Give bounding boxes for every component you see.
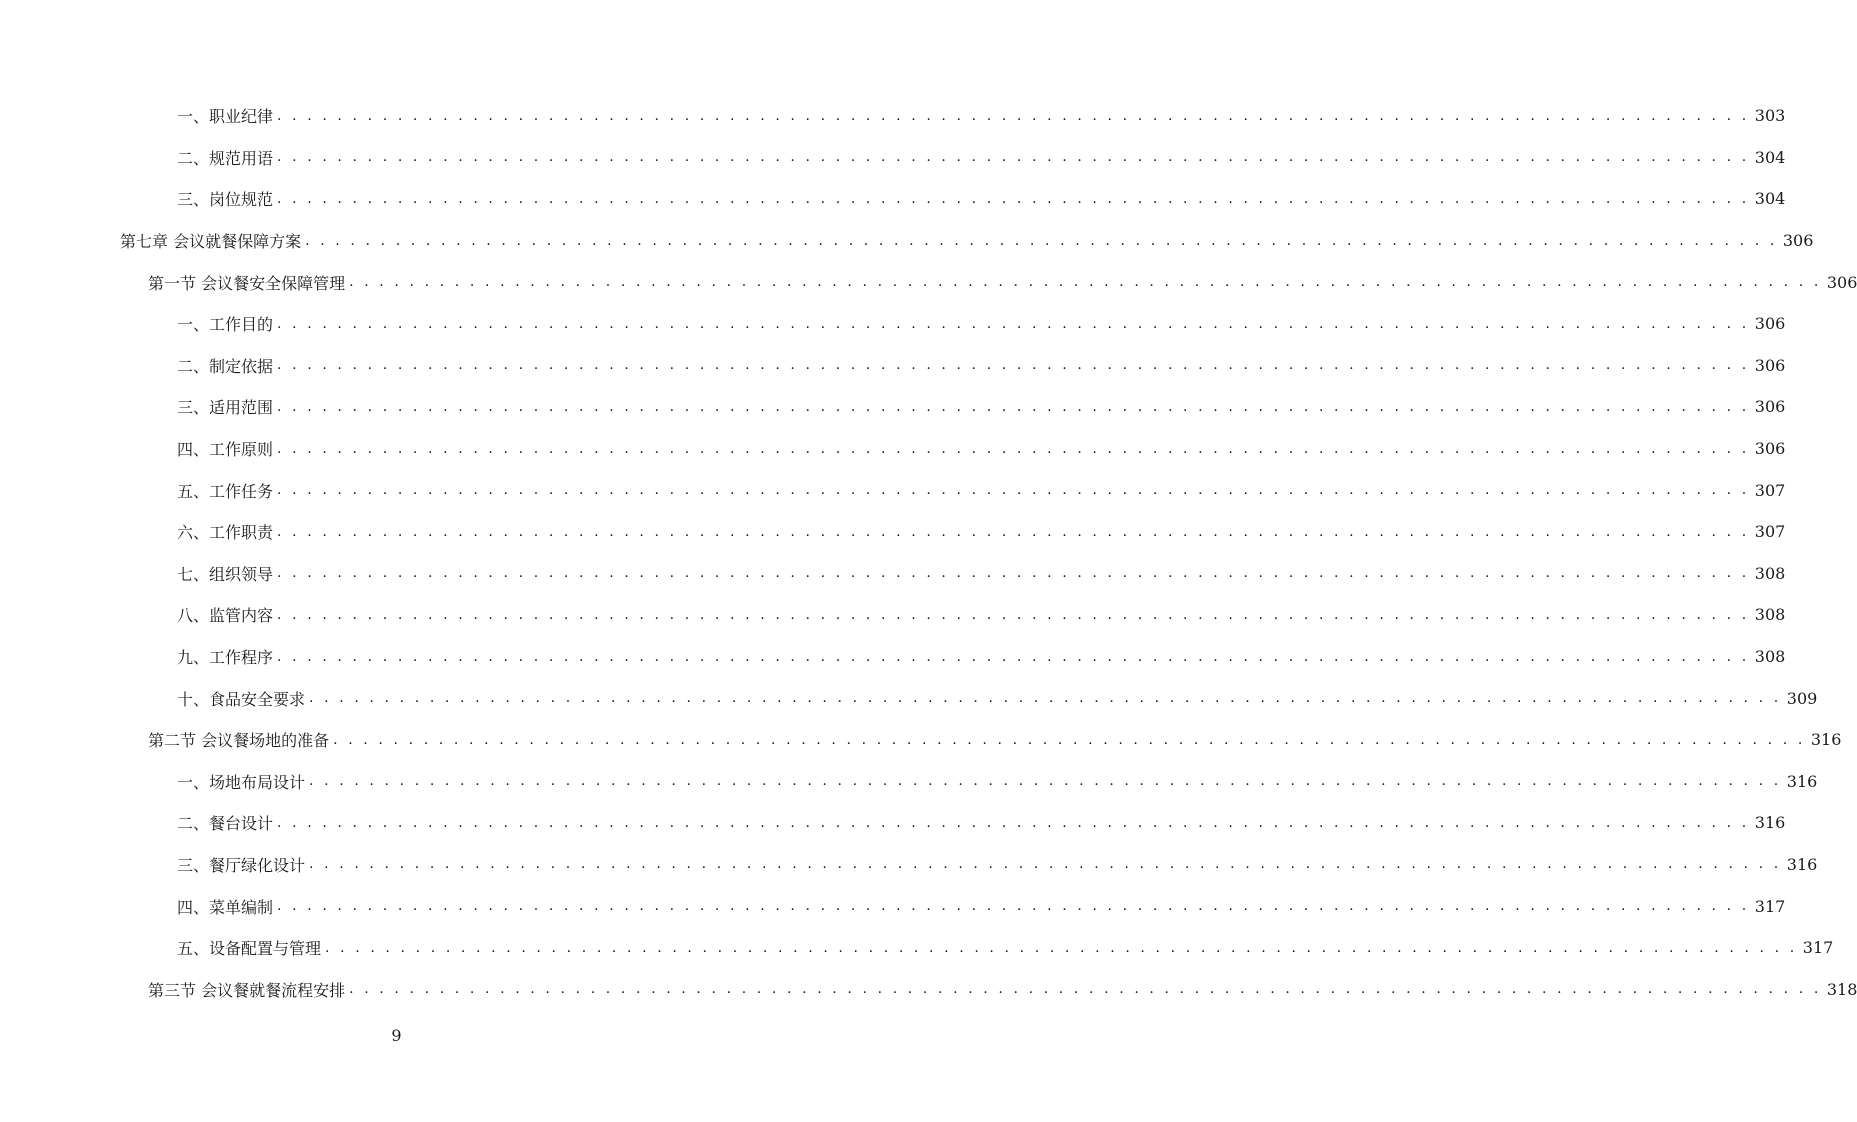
toc-dot-leader: . . . . . . . . . . . . . . . . . . . . . . . . . . . . . . . . . . . . . . . . . . . . . . . . . . . . . . . . . . . . . . . . . . . . . . . . . . . . . . . . . . . . . . . . . . . . . . . . . .: [277, 814, 1750, 831]
toc-dot-leader: . . . . . . . . . . . . . . . . . . . . . . . . . . . . . . . . . . . . . . . . . . . . . . . . . . . . . . . . . . . . . . . . . . . . . . . . . . . . . . . . . . . . . . . . . . . . . . . . . .: [309, 690, 1782, 707]
toc-entry[interactable]: [0, 594, 1786, 636]
toc-entry[interactable]: [0, 428, 1786, 470]
toc-dot-leader: . . . . . . . . . . . . . . . . . . . . . . . . . . . . . . . . . . . . . . . . . . . . . . . . . . . . . . . . . . . . . . . . . . . . . . . . . . . . . . . . . . . . . . . . . . . . . . . . . .: [277, 898, 1750, 915]
toc-dot-leader: . . . . . . . . . . . . . . . . . . . . . . . . . . . . . . . . . . . . . . . . . . . . . . . . . . . . . . . . . . . . . . . . . . . . . . . . . . . . . . . . . . . . . . . . . . . . . . . . . .: [309, 856, 1782, 873]
toc-entry-page: 306: [1826, 272, 1857, 292]
toc-entry-page: 316: [1754, 813, 1786, 833]
toc-entry[interactable]: [0, 968, 1857, 1010]
toc-dot-leader: . . . . . . . . . . . . . . . . . . . . . . . . . . . . . . . . . . . . . . . . . . . . . . . . . . . . . . . . . . . . . . . . . . . . . . . . . . . . . . . . . . . . . . . . . . . . . . . . . .: [277, 398, 1750, 415]
toc-entry-title: 八、监管内容: [177, 606, 274, 626]
toc-entry[interactable]: [0, 345, 1786, 387]
toc-entry-title: 五、设备配置与管理: [177, 939, 322, 959]
toc-entry-title: 九、工作程序: [177, 648, 274, 668]
toc-entry[interactable]: [0, 636, 1786, 678]
toc-entry-title: 五、工作任务: [177, 481, 274, 501]
toc-entry[interactable]: [0, 927, 1834, 969]
toc-entry-page: 308: [1754, 647, 1786, 667]
toc-entry[interactable]: [0, 885, 1786, 927]
toc-entry-page: 307: [1754, 522, 1786, 542]
toc-list: [0, 95, 1857, 1010]
toc-dot-leader: . . . . . . . . . . . . . . . . . . . . . . . . . . . . . . . . . . . . . . . . . . . . . . . . . . . . . . . . . . . . . . . . . . . . . . . . . . . . . . . . . . . . . . . . . . . . . . . . . .: [277, 648, 1750, 665]
toc-entry-title: 二、规范用语: [177, 148, 274, 168]
toc-entry-title: 一、工作目的: [177, 315, 274, 335]
toc-dot-leader: . . . . . . . . . . . . . . . . . . . . . . . . . . . . . . . . . . . . . . . . . . . . . . . . . . . . . . . . . . . . . . . . . . . . . . . . . . . . . . . . . . . . . . . . . . . . . . . . . .: [277, 190, 1750, 207]
toc-entry-page: 306: [1754, 355, 1786, 375]
toc-entry-title: 十、食品安全要求: [177, 689, 306, 709]
toc-dot-leader: . . . . . . . . . . . . . . . . . . . . . . . . . . . . . . . . . . . . . . . . . . . . . . . . . . . . . . . . . . . . . . . . . . . . . . . . . . . . . . . . . . . . . . . . . . . . . . . . . .: [277, 315, 1750, 332]
toc-entry-page: 316: [1786, 771, 1818, 791]
toc-entry-page: 308: [1754, 605, 1786, 625]
toc-entry-title: 七、组织领导: [177, 564, 274, 584]
toc-entry-title: 一、场地布局设计: [177, 772, 306, 792]
toc-entry[interactable]: [0, 761, 1818, 803]
toc-entry-page: 306: [1754, 439, 1786, 459]
toc-dot-leader: . . . . . . . . . . . . . . . . . . . . . . . . . . . . . . . . . . . . . . . . . . . . . . . . . . . . . . . . . . . . . . . . . . . . . . . . . . . . . . . . . . . . . . . . . . . . . . . . . .: [277, 149, 1750, 166]
toc-dot-leader: . . . . . . . . . . . . . . . . . . . . . . . . . . . . . . . . . . . . . . . . . . . . . . . . . . . . . . . . . . . . . . . . . . . . . . . . . . . . . . . . . . . . . . . . . . . . . . . . . .: [277, 440, 1750, 457]
toc-dot-leader: . . . . . . . . . . . . . . . . . . . . . . . . . . . . . . . . . . . . . . . . . . . . . . . . . . . . . . . . . . . . . . . . . . . . . . . . . . . . . . . . . . . . . . . . . . . . . . . . . .: [309, 773, 1782, 790]
toc-dot-leader: . . . . . . . . . . . . . . . . . . . . . . . . . . . . . . . . . . . . . . . . . . . . . . . . . . . . . . . . . . . . . . . . . . . . . . . . . . . . . . . . . . . . . . . . . . . . . . . . . .: [325, 939, 1798, 956]
toc-entry-page: 304: [1754, 189, 1786, 209]
toc-entry-page: 304: [1754, 147, 1786, 167]
toc-entry-title: 三、岗位规范: [177, 190, 274, 210]
toc-dot-leader: . . . . . . . . . . . . . . . . . . . . . . . . . . . . . . . . . . . . . . . . . . . . . . . . . . . . . . . . . . . . . . . . . . . . . . . . . . . . . . . . . . . . . . . . . . . . . . . . . .: [277, 523, 1750, 540]
toc-entry-page: 316: [1810, 730, 1842, 750]
table-of-contents: [0, 95, 1857, 1010]
toc-entry-title: 第二节 会议餐场地的准备: [148, 731, 330, 751]
toc-entry[interactable]: [0, 137, 1786, 179]
toc-entry[interactable]: [0, 469, 1786, 511]
toc-entry-title: 第一节 会议餐安全保障管理: [148, 273, 346, 293]
toc-entry[interactable]: [0, 178, 1786, 220]
toc-entry-page: 318: [1826, 979, 1857, 999]
toc-entry[interactable]: [0, 261, 1857, 303]
toc-entry[interactable]: [0, 553, 1786, 595]
toc-entry[interactable]: [0, 95, 1786, 137]
toc-dot-leader: . . . . . . . . . . . . . . . . . . . . . . . . . . . . . . . . . . . . . . . . . . . . . . . . . . . . . . . . . . . . . . . . . . . . . . . . . . . . . . . . . . . . . . . . . . . . . . . . . .: [277, 107, 1750, 124]
toc-entry[interactable]: [0, 220, 1814, 262]
toc-entry[interactable]: [0, 677, 1818, 719]
toc-entry-page: 317: [1802, 938, 1834, 958]
toc-entry-page: 307: [1754, 480, 1786, 500]
toc-entry[interactable]: [0, 511, 1786, 553]
toc-entry-page: 306: [1782, 231, 1814, 251]
toc-entry-title: 四、工作原则: [177, 440, 274, 460]
toc-entry-title: 第七章 会议就餐保障方案: [120, 232, 302, 252]
toc-entry-page: 308: [1754, 563, 1786, 583]
toc-entry-title: 一、职业纪律: [177, 107, 274, 127]
toc-dot-leader: . . . . . . . . . . . . . . . . . . . . . . . . . . . . . . . . . . . . . . . . . . . . . . . . . . . . . . . . . . . . . . . . . . . . . . . . . . . . . . . . . . . . . . . . . . . . . . . . . .: [333, 731, 1806, 748]
toc-dot-leader: . . . . . . . . . . . . . . . . . . . . . . . . . . . . . . . . . . . . . . . . . . . . . . . . . . . . . . . . . . . . . . . . . . . . . . . . . . . . . . . . . . . . . . . . . . . . . . . . . .: [277, 357, 1750, 374]
toc-dot-leader: . . . . . . . . . . . . . . . . . . . . . . . . . . . . . . . . . . . . . . . . . . . . . . . . . . . . . . . . . . . . . . . . . . . . . . . . . . . . . . . . . . . . . . . . . . . . . . . . . .: [277, 482, 1750, 499]
toc-entry-page: 317: [1754, 896, 1786, 916]
toc-entry-title: 二、餐台设计: [177, 814, 274, 834]
toc-entry-page: 306: [1754, 314, 1786, 334]
toc-entry[interactable]: [0, 303, 1786, 345]
page-number: 9: [391, 1026, 402, 1045]
toc-entry-page: 316: [1786, 854, 1818, 874]
toc-dot-leader: . . . . . . . . . . . . . . . . . . . . . . . . . . . . . . . . . . . . . . . . . . . . . . . . . . . . . . . . . . . . . . . . . . . . . . . . . . . . . . . . . . . . . . . . . . . . . . . . . .: [349, 274, 1822, 291]
toc-entry[interactable]: [0, 719, 1842, 761]
toc-entry-title: 三、餐厅绿化设计: [177, 855, 306, 875]
toc-entry-title: 六、工作职责: [177, 523, 274, 543]
toc-entry-page: 309: [1786, 688, 1818, 708]
toc-dot-leader: . . . . . . . . . . . . . . . . . . . . . . . . . . . . . . . . . . . . . . . . . . . . . . . . . . . . . . . . . . . . . . . . . . . . . . . . . . . . . . . . . . . . . . . . . . . . . . . . . .: [349, 981, 1822, 998]
toc-entry-title: 三、适用范围: [177, 398, 274, 418]
toc-entry[interactable]: [0, 802, 1786, 844]
toc-dot-leader: . . . . . . . . . . . . . . . . . . . . . . . . . . . . . . . . . . . . . . . . . . . . . . . . . . . . . . . . . . . . . . . . . . . . . . . . . . . . . . . . . . . . . . . . . . . . . . . . . .: [305, 232, 1778, 249]
toc-entry-title: 四、菜单编制: [177, 897, 274, 917]
toc-entry-title: 二、制定依据: [177, 356, 274, 376]
toc-entry[interactable]: [0, 844, 1818, 886]
toc-entry-page: 303: [1754, 106, 1786, 126]
toc-entry-title: 第三节 会议餐就餐流程安排: [148, 980, 346, 1000]
toc-entry-page: 306: [1754, 397, 1786, 417]
toc-dot-leader: . . . . . . . . . . . . . . . . . . . . . . . . . . . . . . . . . . . . . . . . . . . . . . . . . . . . . . . . . . . . . . . . . . . . . . . . . . . . . . . . . . . . . . . . . . . . . . . . . .: [277, 565, 1750, 582]
toc-entry[interactable]: [0, 386, 1786, 428]
toc-dot-leader: . . . . . . . . . . . . . . . . . . . . . . . . . . . . . . . . . . . . . . . . . . . . . . . . . . . . . . . . . . . . . . . . . . . . . . . . . . . . . . . . . . . . . . . . . . . . . . . . . .: [277, 606, 1750, 623]
